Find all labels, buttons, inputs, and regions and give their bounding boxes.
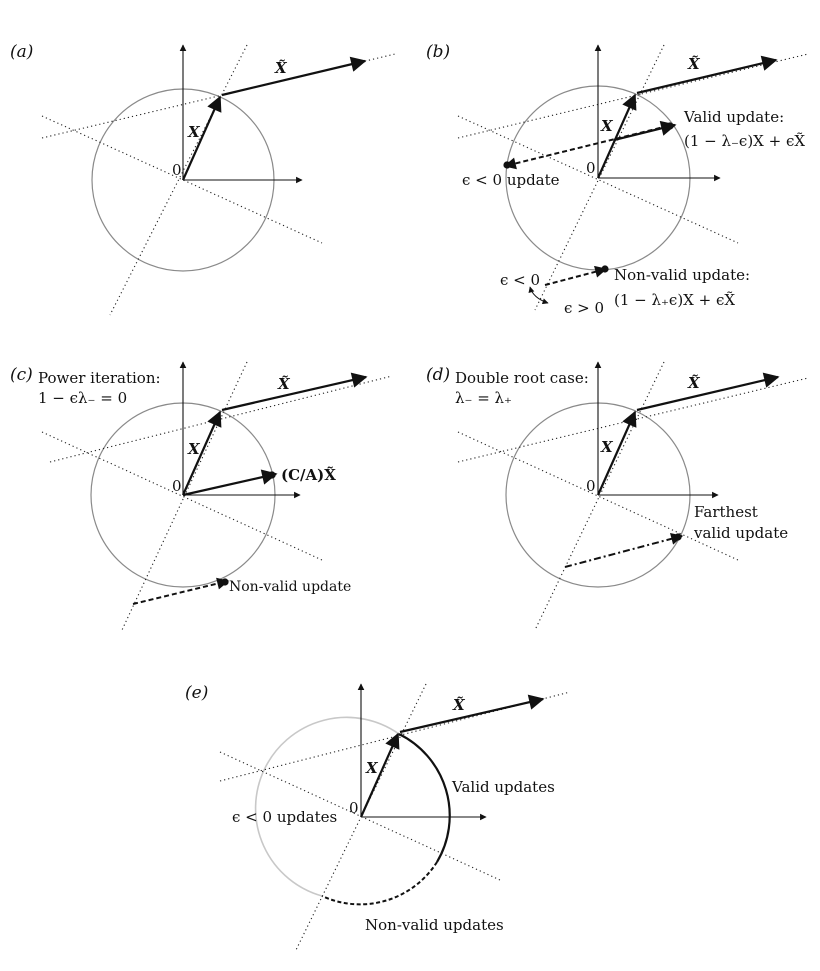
panel-c-x-tilde-label: X̃ (278, 375, 290, 393)
panel-e-eps-neg-arc (256, 717, 399, 896)
panel-b-x-label: X (601, 117, 613, 135)
panel-c-x-label: X (188, 440, 200, 458)
panel-e-valid-updates-arc (399, 734, 450, 862)
panel-e-nonvalid-updates-arc (322, 862, 437, 904)
panel-e-x-tilde-vector (400, 699, 543, 732)
panel-d-farthest-line1: Farthest (694, 503, 758, 521)
panel-c-title-line2: 1 − ϵλ₋ = 0 (38, 389, 128, 407)
panel-b-x-tilde-label: X̃ (688, 55, 700, 73)
panel-e-origin-label: 0 (349, 799, 359, 817)
panel-b-eps-neg-label: ϵ < 0 (500, 271, 541, 289)
panel-c-title-line1: Power iteration: (38, 369, 161, 387)
panel-e-nonvalid-updates-label: Non-valid updates (365, 916, 504, 934)
panel-b-valid-update-label: Valid update: (684, 108, 785, 126)
panel-e-valid-updates-label: Valid updates (452, 778, 555, 796)
panel-d-farthest-update-point (674, 533, 681, 540)
panel-d-label: (d) (426, 365, 451, 385)
panel-d-x-label: X (601, 438, 613, 456)
panel-b-nonvalid-update-label: Non-valid update: (614, 266, 751, 284)
panel-c (10, 362, 392, 630)
panel-a-label: (a) (10, 42, 34, 62)
panel-b-nonvalid-update-formula: (1 − λ₊ϵ)X + ϵX̃ (614, 291, 736, 309)
panel-b-eps-neg-update-point (503, 161, 510, 168)
panel-e-eps-neg-updates-label: ϵ < 0 updates (232, 808, 338, 826)
panel-d-farthest-line2: valid update (694, 524, 789, 542)
panel-b-label: (b) (426, 42, 451, 62)
panel-c-origin-label: 0 (172, 477, 182, 495)
panel-e-x-tilde-label: X̃ (453, 696, 465, 714)
panel-a (10, 42, 395, 315)
panel-d-farthest-update-vector (565, 536, 682, 567)
panel-b-valid-update-formula: (1 − λ₋ϵ)X + ϵX̃ (684, 132, 806, 150)
panel-c-nonvalid-update-vector (133, 581, 228, 604)
panel-b (426, 42, 808, 317)
panel-a-origin-label: 0 (172, 161, 182, 179)
panel-c-nonvalid-label: Non-valid update (229, 579, 352, 595)
panel-d-title-line1: Double root case: (455, 369, 589, 387)
panel-e (185, 683, 570, 950)
panel-a-x-tilde-vector (222, 61, 365, 95)
panel-e-label: (e) (185, 683, 209, 703)
panel-d (426, 362, 808, 630)
panel-d-x-tilde-label: X̃ (688, 374, 700, 392)
panel-c-x-tilde-vector (222, 377, 366, 410)
panel-d-x-tilde-vector (637, 377, 778, 410)
panel-c-nonvalid-update-point (221, 578, 228, 585)
panel-c-ca-vector (183, 474, 276, 495)
panel-b-x-tilde-vector (637, 60, 776, 93)
panel-c-label: (c) (10, 365, 33, 385)
panel-b-origin-label: 0 (586, 159, 596, 177)
panel-b-eps-neg-update-label: ϵ < 0 update (462, 171, 560, 189)
panel-d-origin-label: 0 (586, 477, 596, 495)
panel-c-ca-point (268, 471, 275, 478)
panel-e-x-label: X (366, 759, 378, 777)
panel-a-x-label: X (188, 123, 200, 141)
panel-b-nonvalid-update-vector (545, 269, 606, 285)
panel-a-x-tilde-label: X̃ (275, 59, 287, 77)
panel-b-eps-sign-curve (530, 287, 548, 303)
panel-d-dotted-line-3 (535, 362, 664, 630)
panel-b-eps-pos-label: ϵ > 0 (564, 299, 605, 317)
panel-d-title-line2: λ₋ = λ₊ (455, 389, 512, 407)
panel-b-nonvalid-update-point (601, 265, 608, 272)
panel-c-dotted-line-1 (42, 432, 322, 560)
panel-c-ca-label: (C/A)X̃ (281, 466, 336, 484)
